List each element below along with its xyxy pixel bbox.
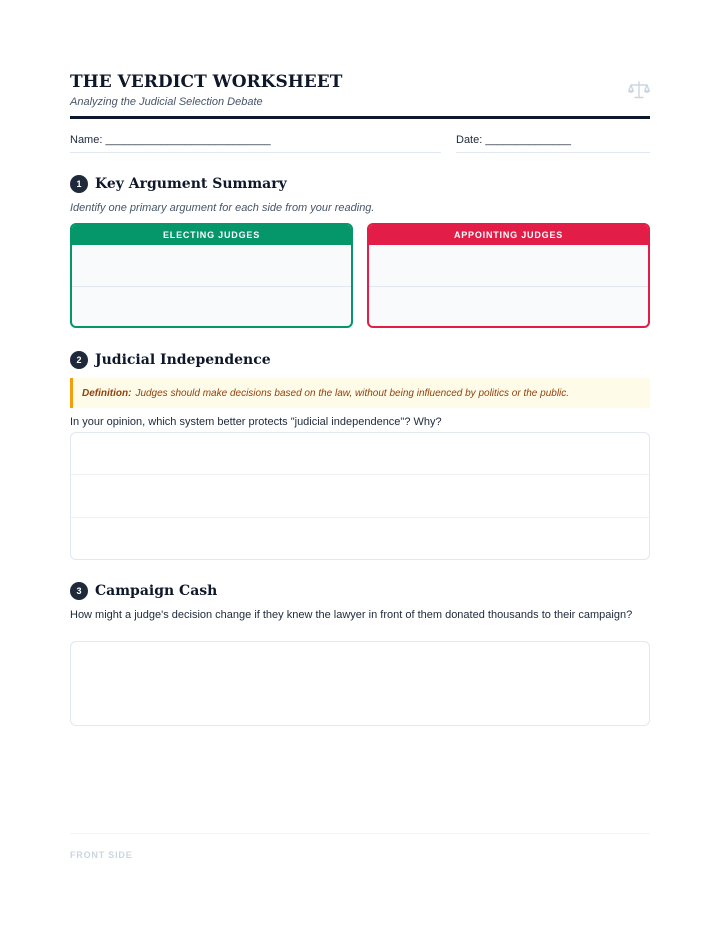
- appointing-judges-box[interactable]: [367, 223, 650, 328]
- section-3-answer-box[interactable]: [70, 641, 650, 726]
- date-field[interactable]: Date: ______________: [456, 134, 571, 146]
- section-1-instruction: Identify one primary argument for each side from your reading.: [70, 202, 375, 214]
- footer-label: FRONT SIDE: [70, 850, 133, 860]
- section-3-header: [70, 582, 217, 600]
- electing-judges-header: ELECTING JUDGES: [72, 225, 351, 245]
- section-number-badge: 2: [70, 351, 88, 369]
- appointing-judges-header: APPOINTING JUDGES: [369, 225, 648, 245]
- section-3-prompt: How might a judge's decision change if they knew the lawyer in front of them donated thousands to their campaign?: [70, 609, 633, 621]
- section-title: Judicial Independence: [95, 352, 271, 368]
- definition-text: Judges should make decisions based on the law, without being influenced by politics or the public.: [135, 387, 570, 399]
- writing-line: [369, 286, 648, 287]
- section-title: Key Argument Summary: [95, 176, 287, 192]
- section-1-header: [70, 175, 287, 193]
- writing-line: [71, 474, 649, 475]
- worksheet-page: [70, 0, 650, 932]
- writing-line: [72, 286, 351, 287]
- writing-line: [71, 517, 649, 518]
- worksheet-title: THE VERDICT WORKSHEET: [70, 72, 343, 92]
- name-underline: [70, 152, 441, 153]
- definition-label: Definition:: [82, 387, 132, 399]
- section-2-answer-box[interactable]: [70, 432, 650, 560]
- section-number-badge: 3: [70, 582, 88, 600]
- name-field[interactable]: Name: ___________________________: [70, 134, 271, 146]
- section-number-badge: 1: [70, 175, 88, 193]
- electing-judges-box[interactable]: [70, 223, 353, 328]
- section-title: Campaign Cash: [95, 583, 218, 599]
- footer-divider: [70, 833, 650, 834]
- date-underline: [456, 152, 650, 153]
- definition-callout: [70, 378, 650, 408]
- scale-icon: [628, 80, 650, 100]
- worksheet-subtitle: Analyzing the Judicial Selection Debate: [70, 96, 263, 108]
- title-divider: [70, 116, 650, 119]
- section-2-prompt: In your opinion, which system better protects "judicial independence"? Why?: [70, 416, 442, 428]
- section-2-header: [70, 351, 271, 369]
